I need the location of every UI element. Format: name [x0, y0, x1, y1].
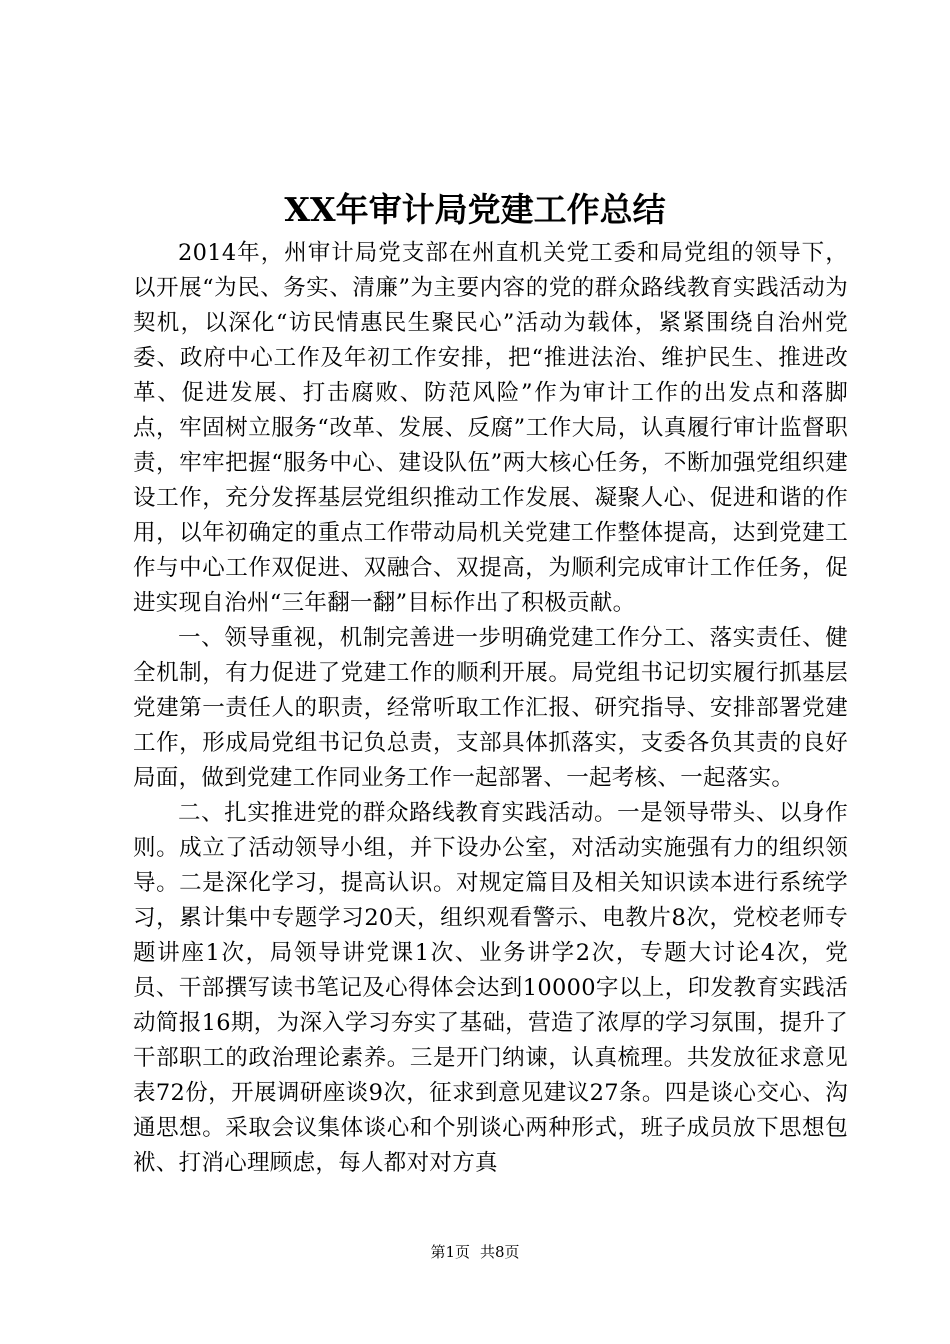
document-body	[133, 236, 848, 1181]
paragraph-intro: 2014年，州审计局党支部在州直机关党工委和局党组的领导下，以开展“为民、务实、清廉”为主要内容的党的群众路线教育实践活动为契机，以深化“访民情惠民生聚民心”活动为载体，紧紧围绕自治州党委、政府中心工作及年初工作安排，把“推进法治、维护民生、推进改革、促进发展、打击腐败、防范风险”作为审计工作的出发点和落脚点，牢固树立服务“改革、发展、反腐”工作大局，认真履行审计监督职责，牢牢把握“服务中心、建设队伍”两大核心任务，不断加强党组织建设工作，充分发挥基层党组织推动工作发展、凝聚人心、促进和谐的作用，以年初确定的重点工作带动局机关党建工作整体提高，达到党建工作与中心工作双促进、双融合、双提高，为顺利完成审计工作任务，促进实现自治州“三年翻一翻”目标作出了积极贡献。	[133, 240, 848, 616]
paragraph-section-2: 二、扎实推进党的群众路线教育实践活动。一是领导带头、以身作则。成立了活动领导小组，并下设办公室，对活动实施强有力的组织领导。二是深化学习，提高认识。对规定篇目及相关知识读本进行系统学习，累计集中专题学习20天，组织观看警示、电教片8次，党校老师专题讲座1次，局领导讲党课1次、业务讲学2次，专题大讨论4次，党员、干部撰写读书笔记及心得体会达到10000字以上，印发教育实践活动简报16期，为深入学习夯实了基础，营造了浓厚的学习氛围，提升了干部职工的政治理论素养。三是开门纳谏，认真梳理。共发放征求意见表72份，开展调研座谈9次，征求到意见建议27条。四是谈心交心、沟通思想。采取会议集体谈心和个别谈心两种形式，班子成员放下思想包袱、打消心理顾虑，每人都对对方真	[133, 800, 848, 1176]
page-footer	[0, 1240, 950, 1264]
document-title: XX年审计局党建工作总结	[284, 190, 666, 229]
paragraph-section-1: 一、领导重视，机制完善进一步明确党建工作分工、落实责任、健全机制，有力促进了党建工作的顺利开展。局党组书记切实履行抓基层党建第一责任人的职责，经常听取工作汇报、研究指导、安排部署党建工作，形成局党组书记负总责，支部具体抓落实，支委各负其责的良好局面，做到党建工作同业务工作一起部署、一起考核、一起落实。	[133, 625, 848, 791]
page-number: 第1页	[430, 1243, 470, 1261]
page-total: 共8页	[480, 1243, 520, 1261]
